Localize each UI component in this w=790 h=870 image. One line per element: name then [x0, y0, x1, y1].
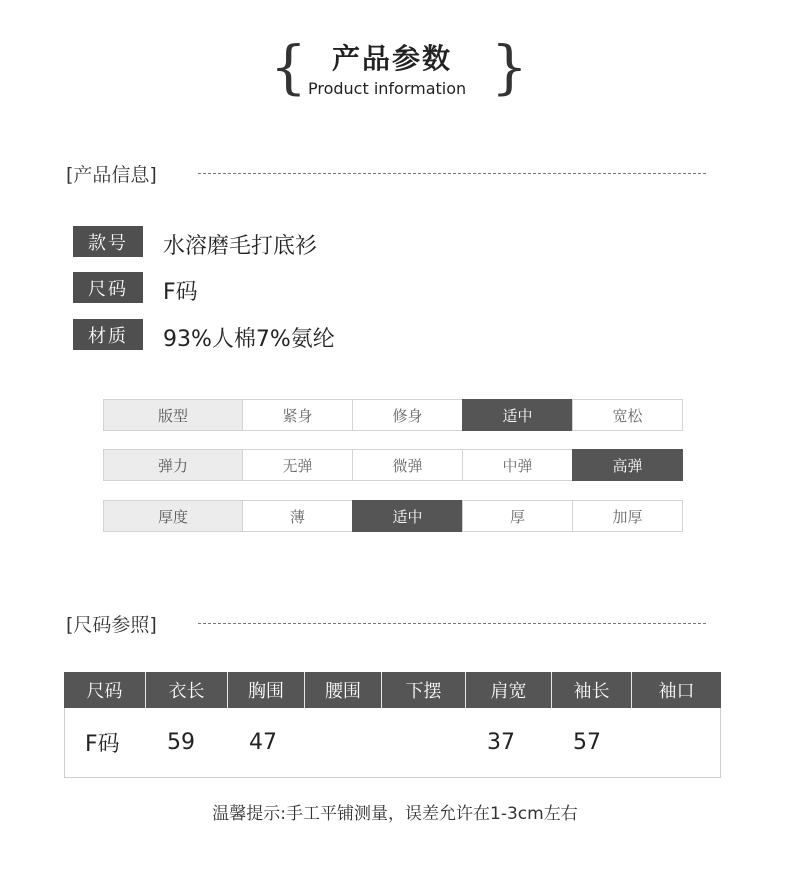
table-row	[64, 708, 721, 778]
attr-name: 版型	[103, 399, 243, 431]
size-header-cell: 下摆	[382, 672, 466, 708]
left-brace: {	[270, 33, 307, 101]
info-label: 材质	[73, 319, 143, 350]
attr-row-fit	[103, 399, 683, 431]
info-value-material: 93%人棉7%氨纶	[163, 327, 335, 352]
size-cell	[633, 708, 720, 776]
size-section-title: [尺码参照]	[66, 614, 157, 636]
attr-option: 厚	[462, 500, 573, 532]
size-cell: 57	[573, 729, 601, 755]
attr-option-selected: 适中	[462, 399, 573, 431]
attr-option-selected: 适中	[352, 500, 463, 532]
right-brace: }	[491, 33, 528, 101]
size-cell	[306, 708, 383, 776]
size-header-cell: 腰围	[305, 672, 382, 708]
attr-name: 弹力	[103, 449, 243, 481]
attr-option-selected: 高弹	[572, 449, 683, 481]
size-table-header	[64, 672, 721, 708]
size-cell: F码	[85, 731, 120, 757]
info-row-size	[73, 272, 143, 303]
section-divider	[198, 623, 706, 624]
attr-option: 宽松	[572, 399, 683, 431]
info-label: 尺码	[73, 272, 143, 303]
info-value-size: F码	[163, 280, 198, 305]
info-row-material	[73, 319, 143, 350]
attr-row-elasticity	[103, 449, 683, 481]
size-table	[64, 672, 721, 778]
section-divider	[198, 173, 706, 174]
size-header-cell: 衣长	[146, 672, 228, 708]
attr-option: 薄	[242, 500, 353, 532]
size-header-cell: 袖口	[658, 681, 695, 702]
attr-option: 微弹	[352, 449, 463, 481]
attr-option: 紧身	[242, 399, 353, 431]
attr-name: 厚度	[103, 500, 243, 532]
attr-option: 无弹	[242, 449, 353, 481]
info-label: 款号	[73, 226, 143, 257]
attr-row-thickness	[103, 500, 683, 532]
size-header-cell: 胸围	[228, 672, 305, 708]
size-header-cell: 肩宽	[466, 672, 552, 708]
info-row-style	[73, 226, 143, 257]
product-info-section-title: [产品信息]	[66, 164, 157, 186]
size-cell: 47	[249, 729, 277, 755]
info-value-style: 水溶磨毛打底衫	[163, 234, 318, 259]
size-header-cell: 袖长	[552, 672, 632, 708]
measurement-tip: 温馨提示:手工平铺测量，误差允许在1-3cm左右	[212, 804, 578, 824]
attr-option: 修身	[352, 399, 463, 431]
page-title: 产品参数	[332, 42, 453, 75]
size-cell	[383, 708, 467, 776]
attr-option: 中弹	[462, 449, 573, 481]
page-subtitle: Product information	[308, 79, 467, 98]
size-cell: 59	[167, 729, 195, 755]
attr-option: 加厚	[572, 500, 683, 532]
size-header-cell: 尺码	[64, 672, 146, 708]
size-cell: 37	[487, 729, 515, 755]
